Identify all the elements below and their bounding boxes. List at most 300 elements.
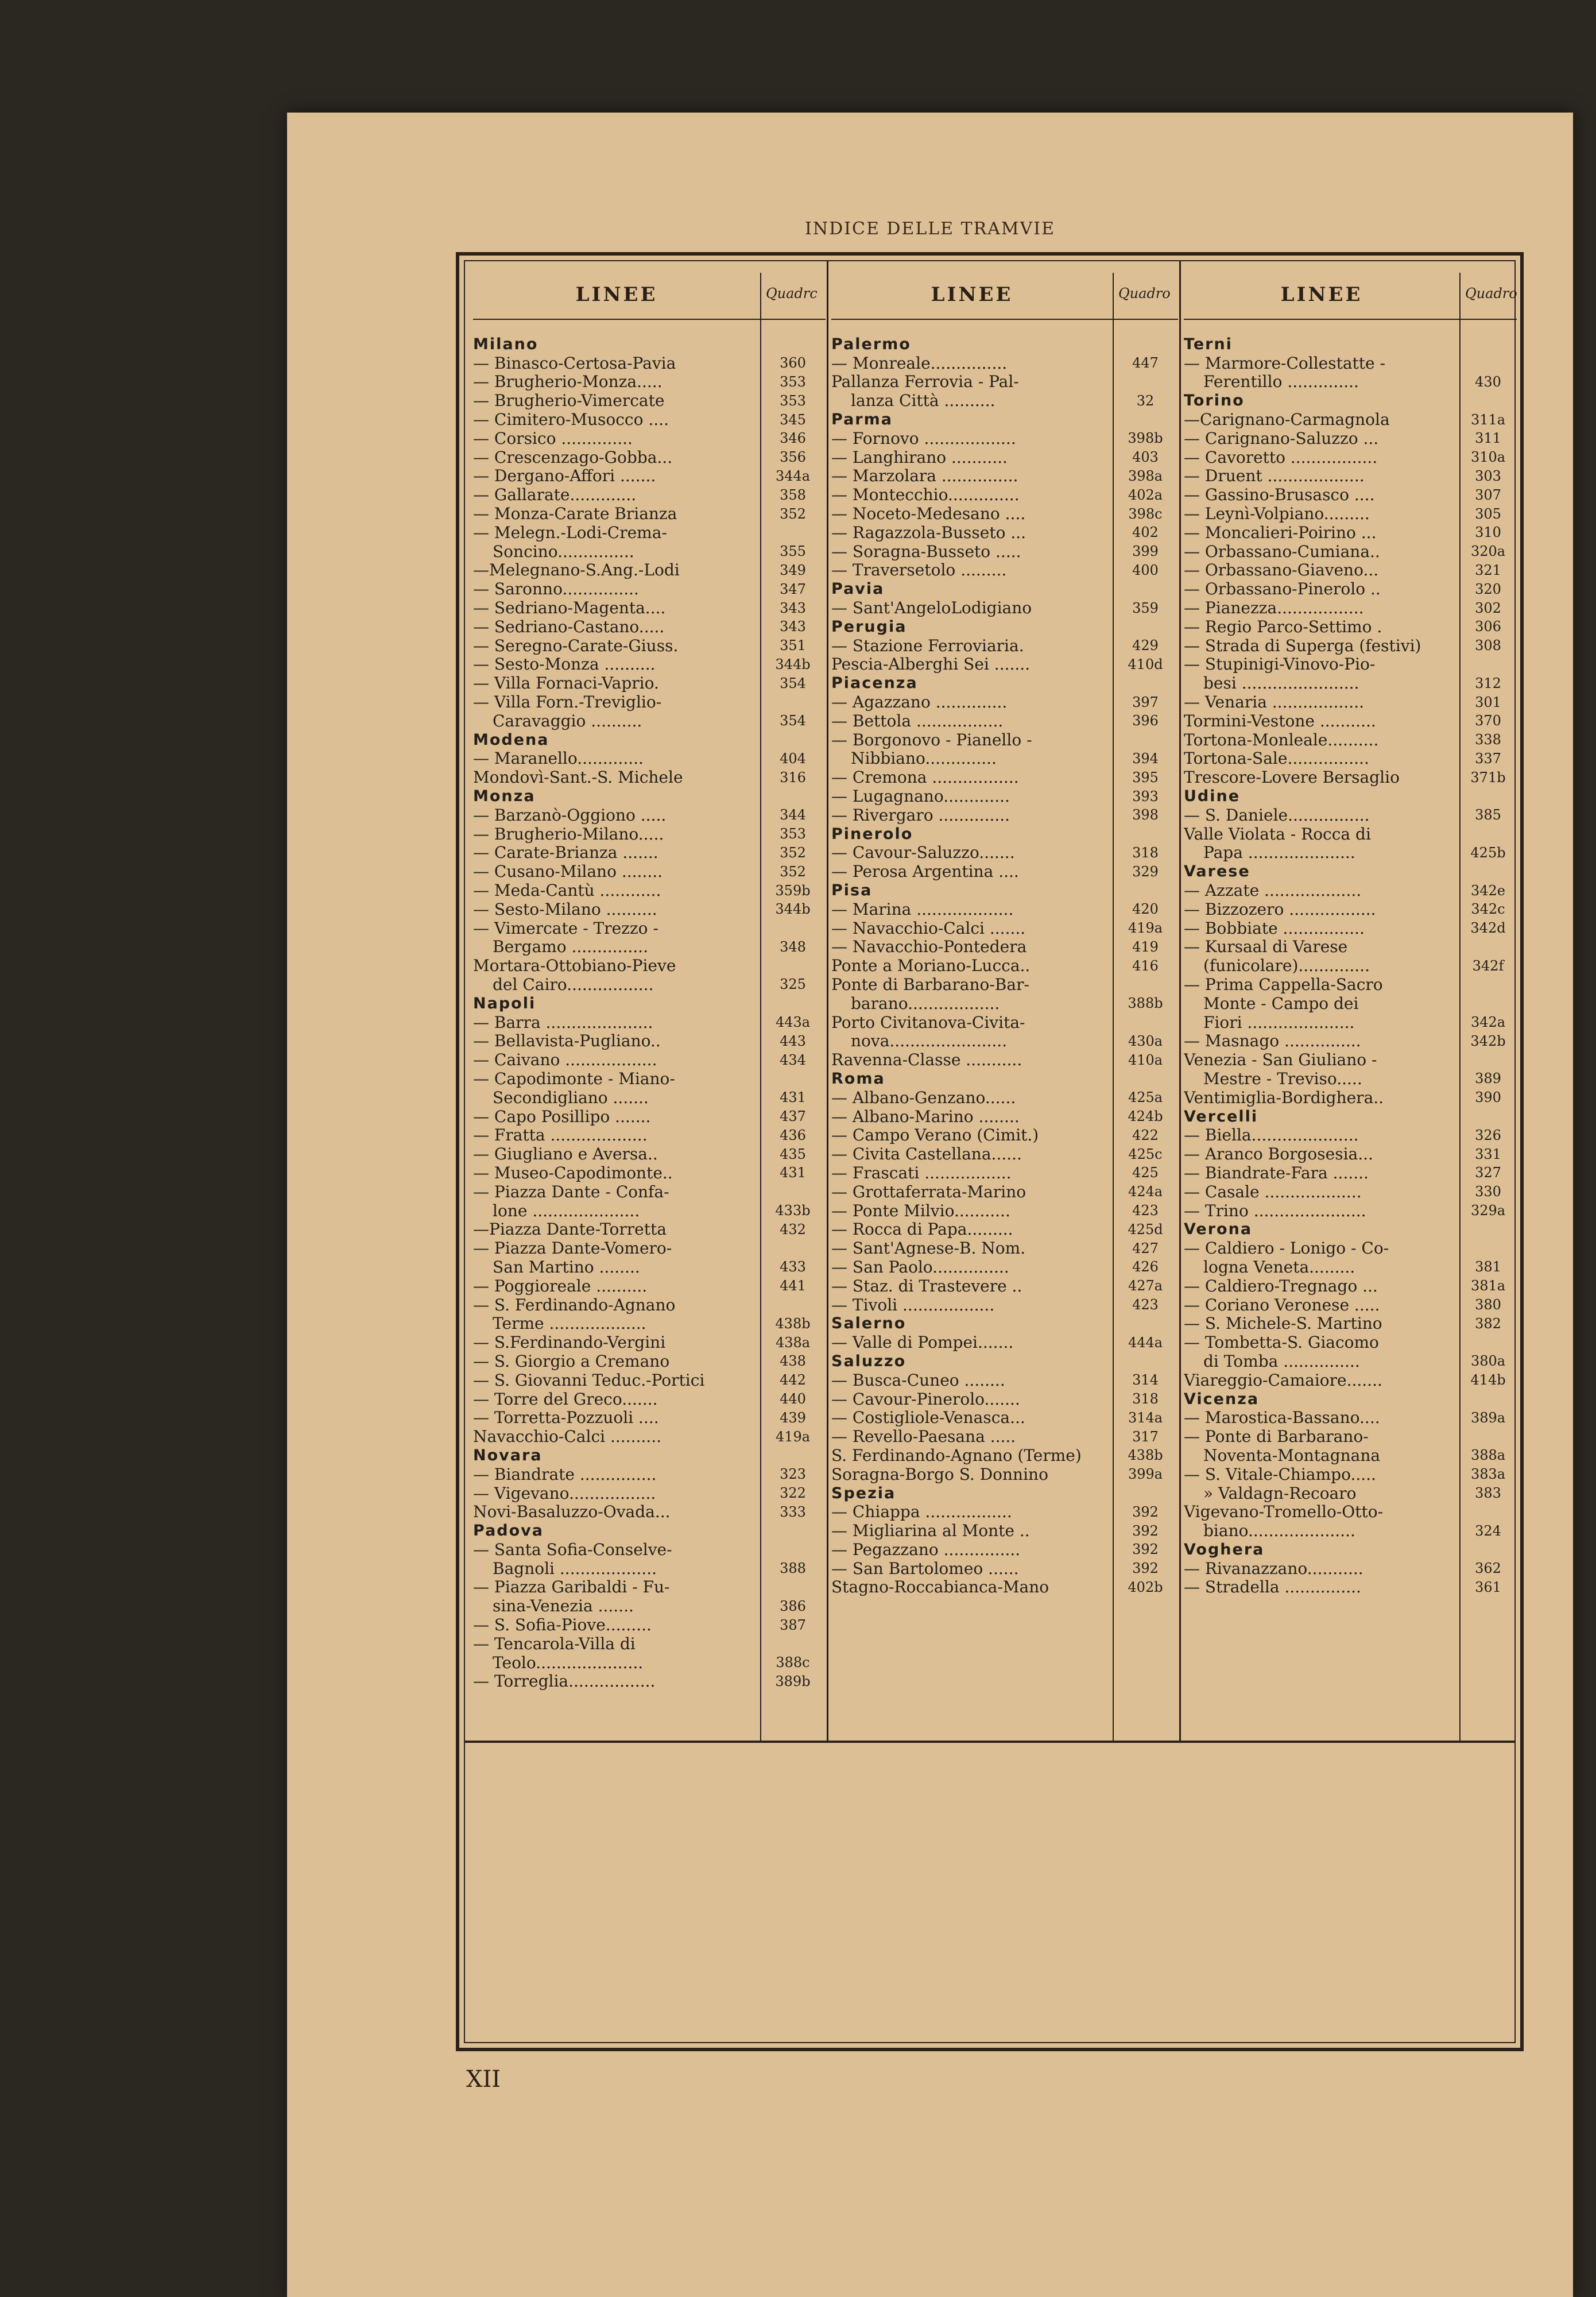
line-entry-row: [473, 1258, 826, 1277]
line-name: Monte - Campo dei: [1203, 993, 1359, 1013]
line-name: — Trino ......................: [1184, 1201, 1366, 1220]
line-name: — Cremona .................: [831, 768, 1019, 787]
quadro-number: 342e: [1470, 882, 1505, 899]
line-name: — Sesto-Monza ..........: [473, 655, 656, 674]
city-heading-row: [1184, 1220, 1517, 1239]
line-name: Teolo.....................: [493, 1653, 644, 1672]
line-name: — Villa Fornaci-Vaprio.: [473, 674, 659, 693]
quadro-number: 399: [1132, 543, 1159, 560]
line-entry-row: [1184, 1521, 1517, 1540]
quadro-header: Quadro: [1465, 285, 1517, 301]
quadro-number: 342c: [1471, 901, 1505, 918]
quadro-number: 402a: [1128, 486, 1163, 503]
line-entry-row: [473, 975, 826, 994]
line-name: — Costigliole-Venasca...: [831, 1408, 1025, 1428]
quadro-number: 344a: [775, 467, 811, 484]
city-name: Roma: [831, 1069, 885, 1088]
line-name: — Sesto-Milano ..........: [473, 899, 657, 919]
quadro-number: 360: [780, 355, 806, 372]
line-entry-row: [473, 655, 826, 674]
quadro-number: 425c: [1128, 1146, 1163, 1162]
line-name: lone .....................: [493, 1201, 640, 1220]
quadro-number: 310a: [1470, 449, 1506, 466]
quadro-number: 398: [1132, 807, 1159, 823]
line-entry-row: [831, 391, 1178, 410]
column-divider: [827, 261, 828, 1741]
line-entry-row: [831, 844, 1178, 863]
quadro-number: 438b: [775, 1315, 811, 1332]
quadro-number: 392: [1132, 1503, 1159, 1520]
quadro-number: 440: [780, 1391, 806, 1407]
line-entry-row: [1184, 1352, 1517, 1371]
quadro-number: 410d: [1128, 656, 1163, 672]
line-entry-row: [473, 1390, 826, 1409]
header-rule: [831, 319, 1178, 320]
line-entry-row: [1184, 561, 1517, 580]
line-entry-row: [1184, 1088, 1517, 1107]
line-entry-row: [1184, 373, 1517, 392]
line-entry-row: [831, 975, 1178, 994]
line-name: — Capo Posillipo .......: [473, 1107, 651, 1126]
quadro-number: 389a: [1470, 1409, 1506, 1426]
quadro-number: 322: [780, 1485, 806, 1501]
line-entry-row: [831, 1107, 1178, 1126]
line-entry-row: [831, 1182, 1178, 1201]
quadro-number: 338: [1475, 732, 1501, 748]
line-entry-row: [831, 1540, 1178, 1559]
line-entry-row: [473, 1672, 826, 1691]
line-name: — S. Daniele................: [1184, 805, 1370, 825]
line-entry-row: [831, 1502, 1178, 1521]
line-entry-row: [473, 579, 826, 598]
line-name: — Maranello.............: [473, 749, 644, 768]
line-entry-row: [1184, 1484, 1517, 1503]
line-entry-row: [473, 825, 826, 844]
quadro-number: 381a: [1470, 1278, 1506, 1294]
line-entry-row: [473, 617, 826, 636]
line-name: — Cimitero-Musocco ....: [473, 410, 669, 430]
city-name: Padova: [473, 1522, 544, 1540]
quadro-number: 427a: [1128, 1278, 1163, 1294]
line-name: — Fratta ...................: [473, 1126, 648, 1145]
line-entry-row: [473, 1239, 826, 1258]
line-entry-row: [831, 730, 1178, 749]
line-name: Fiori .....................: [1203, 1012, 1355, 1032]
line-name: Mestre - Treviso.....: [1203, 1069, 1362, 1088]
line-name: — Dergano-Affori .......: [473, 466, 656, 486]
city-name: Varese: [1184, 863, 1250, 881]
quadro-number: 425: [1132, 1165, 1159, 1181]
index-table-inner-border: [464, 260, 1516, 2043]
quadro-number: 325: [780, 976, 806, 993]
entries-list: [1184, 335, 1517, 1596]
line-entry-row: [473, 1596, 826, 1615]
line-name: — Monza-Carate Brianza: [473, 504, 677, 524]
line-name: — Tencarola-Villa di: [473, 1634, 636, 1653]
quadro-number: 438a: [775, 1334, 811, 1351]
line-name: — Brugherio-Vimercate: [473, 391, 665, 411]
line-entry-row: [831, 373, 1178, 392]
line-entry-row: [1184, 825, 1517, 844]
line-name: — Chiappa .................: [831, 1502, 1012, 1522]
line-name: — Carate-Brianza .......: [473, 843, 658, 863]
line-entry-row: [1184, 1408, 1517, 1427]
line-name: Soncino...............: [493, 542, 634, 561]
line-entry-row: [831, 956, 1178, 975]
line-name: Tortona-Sale................: [1184, 749, 1369, 768]
line-entry-row: [831, 448, 1178, 467]
line-name: — Orbassano-Pinerolo ..: [1184, 579, 1381, 599]
line-name: — Gallarate.............: [473, 485, 637, 505]
line-name: — Coriano Veronese .....: [1184, 1295, 1380, 1314]
line-entry-row: [831, 1371, 1178, 1390]
line-entry-row: [1184, 938, 1517, 957]
line-name: — Venaria ..................: [1184, 693, 1364, 712]
line-name: Trescore-Lovere Bersaglio: [1184, 768, 1400, 787]
line-entry-row: [831, 1031, 1178, 1050]
line-entry-row: [473, 1559, 826, 1578]
quadro-number: 437: [780, 1108, 806, 1125]
quadro-number: 395: [1132, 769, 1159, 786]
quadro-number: 359b: [775, 882, 811, 899]
line-entry-row: [1184, 354, 1517, 373]
line-name: — Casale ...................: [1184, 1182, 1362, 1201]
city-heading-row: [831, 1484, 1178, 1503]
city-name: Perugia: [831, 617, 907, 636]
line-name: Mondovì-Sant.-S. Michele: [473, 768, 683, 787]
line-name: Mortara-Ottobiano-Pieve: [473, 956, 676, 976]
line-name: — San Paolo...............: [831, 1257, 1009, 1277]
quadro-header: Quadrc: [766, 285, 818, 301]
line-entry-row: [831, 467, 1178, 486]
line-name: Soragna-Borgo S. Donnino: [831, 1464, 1048, 1484]
line-name: — S. Ferdinando-Agnano: [473, 1295, 676, 1314]
line-entry-row: [1184, 1333, 1517, 1352]
line-name: — Traversetolo .........: [831, 560, 1007, 580]
line-entry-row: [473, 1653, 826, 1672]
quadro-number: 32: [1136, 392, 1155, 409]
line-name: Navacchio-Calci ..........: [473, 1427, 661, 1447]
quadro-number: 307: [1475, 486, 1501, 503]
line-name: — Corsico ..............: [473, 428, 633, 448]
line-name: — Azzate ...................: [1184, 881, 1362, 900]
quadro-number: 311: [1475, 430, 1501, 447]
quadro-number: 356: [780, 449, 806, 466]
line-name: Pescia-Alberghi Sei .......: [831, 655, 1031, 674]
quadro-number: 423: [1132, 1297, 1159, 1313]
line-name: — Agazzano ..............: [831, 693, 1008, 712]
line-name: — Masnago ...............: [1184, 1031, 1361, 1051]
city-name: Spezia: [831, 1484, 896, 1502]
line-entry-row: [473, 429, 826, 448]
line-entry-row: [831, 1333, 1178, 1352]
city-heading-row: [1184, 1390, 1517, 1409]
line-name: Novi-Basaluzzo-Ovada...: [473, 1502, 671, 1522]
quadro-number: 381: [1475, 1259, 1501, 1275]
quadro-number: 430a: [1128, 1033, 1163, 1049]
column-header: [831, 279, 1178, 313]
line-entry-row: [831, 1144, 1178, 1163]
quadro-number: 320: [1475, 581, 1501, 597]
quadro-number: 308: [1475, 637, 1501, 654]
line-name: — Frascati .................: [831, 1163, 1012, 1182]
line-name: — Bellavista-Pugliano..: [473, 1031, 661, 1051]
line-name: » Valdagn-Recoaro: [1203, 1483, 1357, 1503]
column-header: [1184, 279, 1517, 313]
quadro-number: 355: [780, 543, 806, 560]
line-entry-row: [1184, 749, 1517, 768]
line-entry-row: [831, 1013, 1178, 1032]
line-entry-row: [831, 1126, 1178, 1144]
line-entry-row: [473, 1163, 826, 1182]
column-header: [473, 279, 826, 313]
quadro-number: 398a: [1128, 467, 1163, 484]
city-heading-row: [1184, 1107, 1517, 1126]
quadro-number: 358: [780, 486, 806, 503]
line-name: — Tombetta-S. Giacomo: [1184, 1333, 1379, 1352]
line-entry-row: [1184, 542, 1517, 561]
quadro-number: 321: [1475, 562, 1501, 578]
line-entry-row: [473, 485, 826, 504]
quadro-number: 392: [1132, 1541, 1159, 1558]
line-entry-row: [831, 711, 1178, 730]
line-name: — Stradella ...............: [1184, 1577, 1361, 1597]
line-entry-row: [1184, 1069, 1517, 1088]
line-name: — Brugherio-Milano.....: [473, 824, 664, 844]
line-entry-row: [831, 655, 1178, 674]
line-entry-row: [473, 1484, 826, 1503]
line-entry-row: [1184, 1126, 1517, 1144]
line-entry-row: [1184, 1182, 1517, 1201]
quadro-number: 342f: [1472, 957, 1504, 974]
line-name: — Caivano ..................: [473, 1050, 657, 1070]
line-entry-row: [473, 862, 826, 881]
city-heading-row: [831, 579, 1178, 598]
city-heading-row: [473, 335, 826, 354]
line-name: — Campo Verano (Cimit.): [831, 1126, 1039, 1145]
line-entry-row: [831, 1220, 1178, 1239]
line-entry-row: [831, 523, 1178, 542]
quadro-number: 443a: [775, 1014, 811, 1031]
line-entry-row: [473, 1314, 826, 1333]
line-entry-row: [473, 938, 826, 957]
line-name: — Piazza Dante-Vomero-: [473, 1239, 672, 1258]
line-name: — Albano-Marino ........: [831, 1107, 1020, 1126]
line-entry-row: [1184, 1502, 1517, 1521]
city-heading-row: [831, 617, 1178, 636]
quadro-number: 398c: [1128, 505, 1163, 522]
line-name: — Torre del Greco.......: [473, 1389, 658, 1409]
quadro-number: 442: [780, 1372, 806, 1389]
quadro-number: 303: [1475, 467, 1501, 484]
city-name: Pavia: [831, 580, 885, 598]
line-name: — Ponte di Barbarano-: [1184, 1427, 1369, 1447]
quadro-number: 425b: [1470, 844, 1506, 861]
quadro-number: 400: [1132, 562, 1159, 578]
line-entry-row: [1184, 1258, 1517, 1277]
line-name: — Orbassano-Cumiana..: [1184, 542, 1380, 561]
line-entry-row: [473, 956, 826, 975]
line-entry-row: [831, 1296, 1178, 1314]
quadro-number: 331: [1475, 1146, 1501, 1162]
line-entry-row: [831, 1239, 1178, 1258]
line-name: — Carignano-Saluzzo ...: [1184, 428, 1379, 448]
line-entry-row: [831, 994, 1178, 1013]
line-entry-row: [831, 485, 1178, 504]
line-name: Caravaggio ..........: [493, 711, 642, 730]
quadro-number: 388c: [776, 1654, 810, 1671]
line-name: — Monreale...............: [831, 353, 1008, 373]
line-name: — Sant'AngeloLodigiano: [831, 598, 1032, 618]
line-entry-row: [831, 938, 1178, 957]
line-name: Valle Violata - Rocca di: [1184, 824, 1371, 844]
line-entry-row: [473, 881, 826, 900]
line-name: — Sedriano-Castano.....: [473, 617, 665, 636]
line-name: — Poggioreale ..........: [473, 1276, 648, 1296]
line-entry-row: [1184, 956, 1517, 975]
quadro-number: 352: [780, 505, 806, 522]
line-entry-row: [831, 900, 1178, 919]
quadro-number: 361: [1475, 1579, 1501, 1595]
city-name: Pisa: [831, 881, 873, 899]
city-heading-row: [1184, 391, 1517, 410]
line-entry-row: [473, 410, 826, 429]
quadro-number: 443: [780, 1033, 806, 1049]
line-name: — Meda-Cantù ............: [473, 881, 661, 900]
line-name: — Barzanò-Oggiono .....: [473, 805, 667, 825]
line-entry-row: [473, 523, 826, 542]
line-entry-row: [473, 749, 826, 768]
page-title: INDICE DELLE TRAMVIE: [804, 219, 1056, 239]
line-name: — Revello-Paesana .....: [831, 1427, 1016, 1447]
entries-list: [473, 335, 826, 1691]
quadro-number: 430: [1475, 373, 1501, 390]
line-entry-row: [1184, 1427, 1517, 1446]
page-number: XII: [466, 2066, 501, 2093]
line-name: San Martino ........: [493, 1257, 640, 1277]
line-name: — Cusano-Milano ........: [473, 862, 663, 881]
line-name: — Langhirano ...........: [831, 447, 1008, 467]
line-entry-row: [473, 354, 826, 373]
line-name: Tormini-Vestone ...........: [1184, 711, 1376, 730]
line-name: Bergamo ...............: [493, 937, 648, 957]
line-name: logna Veneta.........: [1203, 1257, 1355, 1277]
line-name: — Bizzozero .................: [1184, 899, 1376, 919]
line-entry-row: [831, 1050, 1178, 1069]
line-entry-row: [1184, 636, 1517, 655]
line-name: — Tivoli ..................: [831, 1295, 995, 1314]
city-heading-row: [473, 730, 826, 749]
line-entry-row: [831, 1408, 1178, 1427]
city-heading-row: [831, 335, 1178, 354]
city-name: Torino: [1184, 392, 1245, 410]
quadro-number: 353: [780, 826, 806, 842]
line-name: — Kursaal di Varese: [1184, 937, 1348, 957]
quadro-number: 432: [780, 1221, 806, 1238]
city-name: Palermo: [831, 335, 911, 353]
line-entry-row: [831, 787, 1178, 806]
line-entry-row: [1184, 919, 1517, 938]
line-entry-row: [1184, 655, 1517, 674]
line-entry-row: [1184, 1277, 1517, 1296]
line-name: — San Bartolomeo ......: [831, 1559, 1019, 1578]
line-entry-row: [1184, 1446, 1517, 1465]
quadro-number: 327: [1475, 1165, 1501, 1181]
line-entry-row: [1184, 693, 1517, 711]
line-entry-row: [831, 504, 1178, 523]
line-name: — Capodimonte - Miano-: [473, 1069, 675, 1088]
quadro-number: 433: [780, 1259, 806, 1275]
line-name: — Cavoretto .................: [1184, 447, 1378, 467]
line-name: lanza Città ..........: [851, 391, 995, 411]
quadro-number: 344b: [775, 656, 811, 672]
line-name: — Piazza Garibaldi - Fu-: [473, 1577, 670, 1597]
line-entry-row: [1184, 1031, 1517, 1050]
city-heading-row: [831, 1314, 1178, 1333]
city-heading-row: [473, 994, 826, 1013]
line-name: — Regio Parco-Settimo .: [1184, 617, 1382, 636]
city-name: Napoli: [473, 994, 536, 1012]
line-name: — Sedriano-Magenta....: [473, 598, 666, 618]
table-bottom-rule: [465, 1741, 1514, 1743]
quadro-number: 323: [780, 1466, 806, 1483]
line-name: nova.......................: [851, 1031, 1008, 1051]
city-heading-row: [1184, 335, 1517, 354]
line-name: barano..................: [851, 993, 1000, 1013]
line-entry-row: [831, 1578, 1178, 1597]
quadro-number: 343: [780, 600, 806, 616]
quadro-number: 333: [780, 1503, 806, 1520]
quadro-number: 354: [780, 675, 806, 691]
line-entry-row: [473, 1031, 826, 1050]
line-name: — Biella.....................: [1184, 1126, 1359, 1145]
line-name: Terme ...................: [493, 1314, 646, 1333]
line-name: — Navacchio-Calci .......: [831, 918, 1026, 938]
line-name: —Piazza Dante-Torretta: [473, 1220, 667, 1239]
city-name: Terni: [1184, 335, 1233, 353]
quadro-number: 380: [1475, 1297, 1501, 1313]
line-name: — Borgonovo - Pianello -: [831, 730, 1032, 749]
line-entry-row: [1184, 410, 1517, 429]
line-entry-row: [1184, 1163, 1517, 1182]
quadro-number: 343: [780, 618, 806, 635]
line-name: — Biandrate-Fara .......: [1184, 1163, 1369, 1182]
line-name: — Vigevano.................: [473, 1483, 656, 1503]
line-entry-row: [1184, 975, 1517, 994]
quadro-number: 305: [1475, 505, 1501, 522]
quadro-number: 337: [1475, 750, 1501, 767]
line-entry-row: [473, 1427, 826, 1446]
line-name: Ferentillo ..............: [1203, 372, 1359, 392]
quadro-number: 441: [780, 1278, 806, 1294]
quadro-number: 382: [1475, 1315, 1501, 1332]
line-entry-row: [831, 1465, 1178, 1484]
line-entry-row: [473, 504, 826, 523]
city-heading-row: [473, 1521, 826, 1540]
quadro-number: 394: [1132, 750, 1159, 767]
quadro-number: 389b: [775, 1673, 811, 1689]
quadro-number: 326: [1475, 1127, 1501, 1143]
line-name: — Torretta-Pozzuoli ....: [473, 1408, 659, 1428]
line-entry-row: [1184, 768, 1517, 787]
quadro-number: 436: [780, 1127, 806, 1143]
quadro-number: 324: [1475, 1522, 1501, 1539]
catalog-page: [287, 113, 1573, 2297]
line-entry-row: [831, 1427, 1178, 1446]
city-heading-row: [1184, 1540, 1517, 1559]
quadro-number: 310: [1475, 524, 1501, 541]
quadro-number: 419a: [775, 1428, 811, 1445]
